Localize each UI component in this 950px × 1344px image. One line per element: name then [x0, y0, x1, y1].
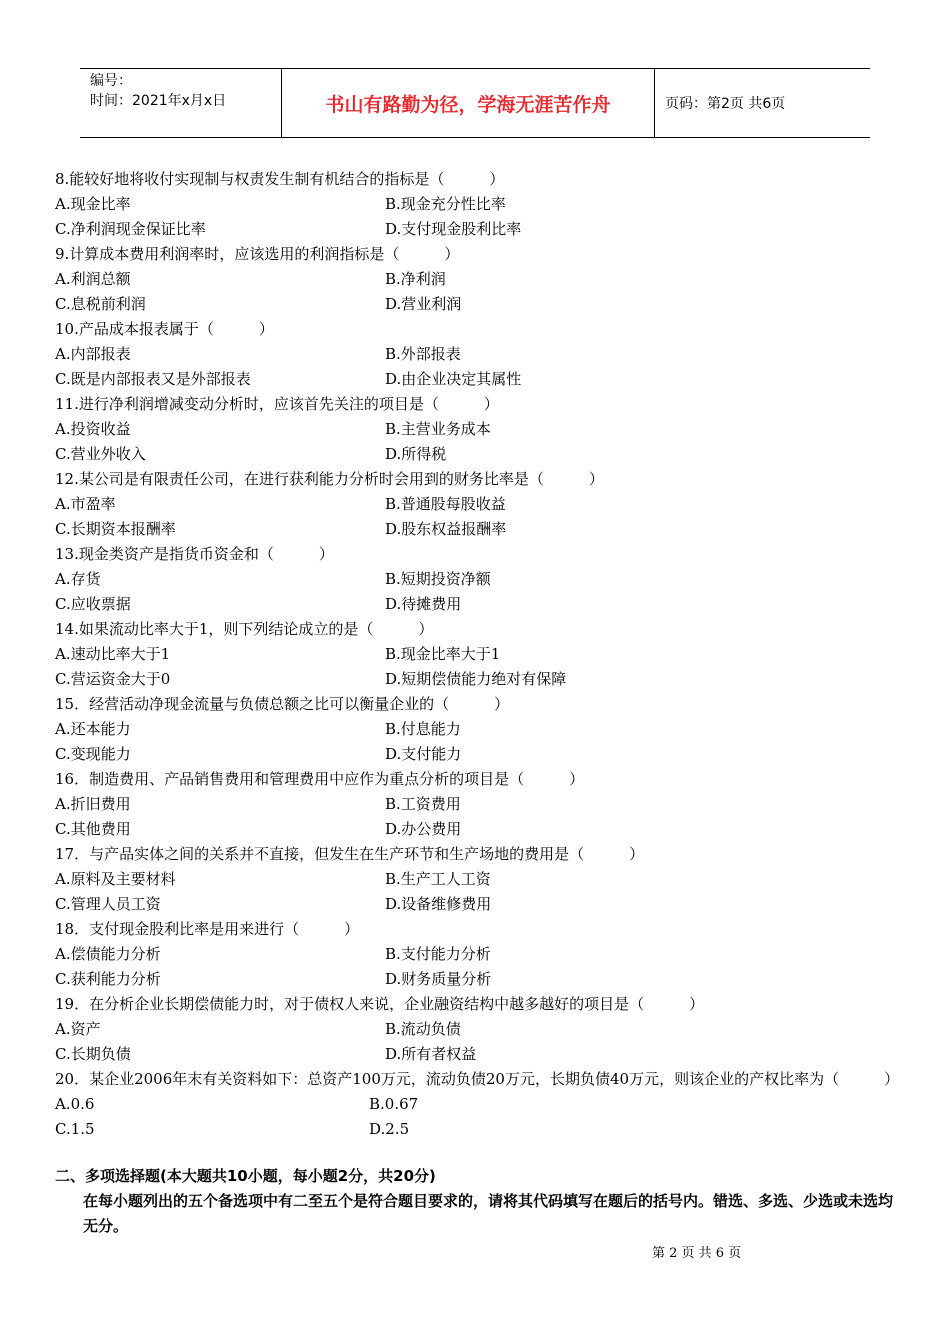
option-a: A.还本能力 [55, 720, 131, 738]
question-15 [55, 692, 905, 767]
date-line: 时间：2021年x月x日 [90, 93, 227, 109]
option-a: A.折旧费用 [55, 795, 131, 813]
header-left-cell [80, 69, 282, 137]
question-16 [55, 767, 905, 842]
option-c: C.获利能力分析 [55, 970, 161, 988]
option-c: C.长期负债 [55, 1045, 131, 1063]
option-a: A.速动比率大于1 [55, 645, 171, 663]
option-a: A.0.6 [55, 1095, 95, 1113]
option-b: B.工资费用 [385, 795, 461, 813]
option-a: A.现金比率 [55, 195, 131, 213]
option-b: B.0.67 [369, 1095, 419, 1113]
option-b: B.现金比率大于1 [385, 645, 501, 663]
question-stem: 14.如果流动比率大于1，则下列结论成立的是（ ） [55, 620, 434, 638]
header-page-info: 页码：第2页 共6页 [665, 96, 786, 112]
option-d: D.办公费用 [385, 820, 462, 838]
question-13 [55, 542, 905, 617]
option-a: A.市盈率 [55, 495, 116, 513]
option-d: D.所有者权益 [385, 1045, 477, 1063]
option-a: A.内部报表 [55, 345, 131, 363]
option-b: B.现金充分性比率 [385, 195, 506, 213]
option-a: A.存货 [55, 570, 101, 588]
question-stem: 17．与产品实体之间的关系并不直接，但发生在生产环节和生产场地的费用是（ ） [55, 845, 645, 863]
option-d: D.所得税 [385, 445, 447, 463]
option-b: B.主营业务成本 [385, 420, 491, 438]
section-instructions: 在每小题列出的五个备选项中有二至五个是符合题目要求的，请将其代码填写在题后的括号内。错选、多选、少选或未选均无分。 [83, 1192, 894, 1235]
question-stem: 20．某企业2006年末有关资料如下：总资产100万元，流动负债20万元，长期负债40万元，则该企业的产权比率为（ ） [55, 1070, 900, 1088]
option-d: D.支付能力 [385, 745, 462, 763]
option-d: D.支付现金股利比率 [385, 220, 522, 238]
option-b: B.普通股每股收益 [385, 495, 506, 513]
option-c: C.息税前利润 [55, 295, 146, 313]
question-stem: 12.某公司是有限责任公司，在进行获利能力分析时会用到的财务比率是（ ） [55, 470, 604, 488]
option-b: B.付息能力 [385, 720, 461, 738]
question-11 [55, 392, 905, 467]
serial-label: 编号： [90, 73, 132, 89]
option-d: D.2.5 [369, 1120, 410, 1138]
option-c: C.变现能力 [55, 745, 131, 763]
option-a: A.偿债能力分析 [55, 945, 161, 963]
question-stem: 8.能较好地将收付实现制与权责发生制有机结合的指标是（ ） [55, 170, 505, 188]
section-multiple-choice [55, 1164, 905, 1239]
option-a: A.原料及主要材料 [55, 870, 176, 888]
option-c: C.长期资本报酬率 [55, 520, 176, 538]
question-17 [55, 842, 905, 917]
option-b: B.短期投资净额 [385, 570, 491, 588]
option-a: A.投资收益 [55, 420, 131, 438]
question-list [55, 167, 905, 1142]
option-d: D.财务质量分析 [385, 970, 492, 988]
question-18 [55, 917, 905, 992]
question-9 [55, 242, 905, 317]
option-b: B.生产工人工资 [385, 870, 491, 888]
question-8 [55, 167, 905, 242]
option-a: A.利润总额 [55, 270, 131, 288]
section-title: 二、多项选择题(本大题共10小题，每小题2分，共20分) [55, 1167, 436, 1185]
question-stem: 16．制造费用、产品销售费用和管理费用中应作为重点分析的项目是（ ） [55, 770, 585, 788]
question-stem: 13.现金类资产是指货币资金和（ ） [55, 545, 334, 563]
question-20 [55, 1067, 905, 1142]
option-c: C.既是内部报表又是外部报表 [55, 370, 251, 388]
option-b: B.支付能力分析 [385, 945, 491, 963]
question-14 [55, 617, 905, 692]
option-c: C.管理人员工资 [55, 895, 161, 913]
option-c: C.应收票据 [55, 595, 131, 613]
option-d: D.短期偿债能力绝对有保障 [385, 670, 567, 688]
question-12 [55, 467, 905, 542]
option-d: D.股东权益报酬率 [385, 520, 507, 538]
header-motto: 书山有路勤为径，学海无涯苦作舟 [282, 69, 655, 137]
option-b: B.流动负债 [385, 1020, 461, 1038]
option-d: D.由企业决定其属性 [385, 370, 522, 388]
page-header [80, 68, 870, 138]
question-19 [55, 992, 905, 1067]
question-stem: 9.计算成本费用利润率时，应该选用的利润指标是（ ） [55, 245, 460, 263]
option-c: C.1.5 [55, 1120, 95, 1138]
question-stem: 15．经营活动净现金流量与负债总额之比可以衡量企业的（ ） [55, 695, 510, 713]
question-10 [55, 317, 905, 392]
page-footer: 第 2 页 共 6 页 [652, 1246, 742, 1261]
option-c: C.营业外收入 [55, 445, 146, 463]
option-d: D.营业利润 [385, 295, 462, 313]
question-stem: 10.产品成本报表属于（ ） [55, 320, 274, 338]
option-c: C.净利润现金保证比率 [55, 220, 206, 238]
question-stem: 19．在分析企业长期偿债能力时，对于债权人来说，企业融资结构中越多越好的项目是（ ） [55, 995, 705, 1013]
question-stem: 11.进行净利润增减变动分析时，应该首先关注的项目是（ ） [55, 395, 499, 413]
option-b: B.净利润 [385, 270, 446, 288]
option-c: C.其他费用 [55, 820, 131, 838]
option-a: A.资产 [55, 1020, 101, 1038]
option-c: C.营运资金大于0 [55, 670, 171, 688]
option-b: B.外部报表 [385, 345, 461, 363]
option-d: D.待摊费用 [385, 595, 462, 613]
question-stem: 18．支付现金股利比率是用来进行（ ） [55, 920, 360, 938]
option-d: D.设备维修费用 [385, 895, 492, 913]
